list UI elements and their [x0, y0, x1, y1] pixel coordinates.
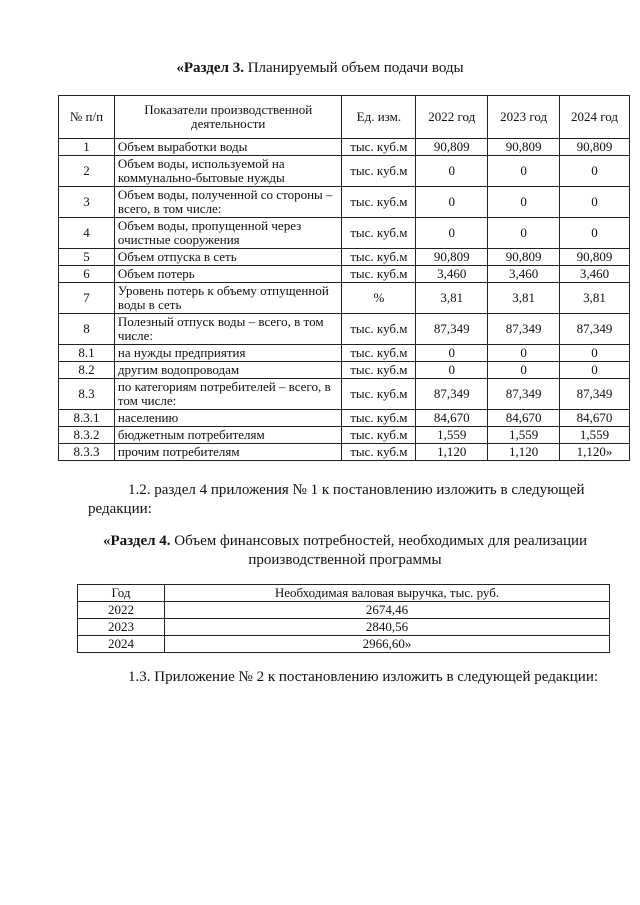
row-num: 4 — [59, 218, 115, 249]
row-name: Объем воды, пропущенной через очистные сооружения — [114, 218, 342, 249]
row-value-2023: 0 — [488, 345, 560, 362]
row-num: 8.3.2 — [59, 427, 115, 444]
section-3-title-bold: «Раздел 3. — [176, 60, 244, 76]
row-value-2024: 3,81 — [560, 283, 630, 314]
row-num: 2 — [59, 156, 115, 187]
row-value-2024: 1,559 — [560, 427, 630, 444]
table-row — [59, 345, 630, 362]
row-value-2022: 84,670 — [416, 410, 488, 427]
row-unit: тыс. куб.м — [342, 249, 416, 266]
header-revenue: Необходимая валовая выручка, тыс. руб. — [165, 585, 610, 602]
table-row — [78, 636, 610, 653]
row-value-2023: 84,670 — [488, 410, 560, 427]
row-name: Объем выработки воды — [114, 139, 342, 156]
row-value-2022: 3,460 — [416, 266, 488, 283]
row-unit: тыс. куб.м — [342, 266, 416, 283]
row-unit: тыс. куб.м — [342, 139, 416, 156]
header-name: Показатели производственной деятельности — [114, 96, 342, 139]
row-value-2024: 90,809 — [560, 139, 630, 156]
row-num: 3 — [59, 187, 115, 218]
row-num: 5 — [59, 249, 115, 266]
row-value-2023: 0 — [488, 156, 560, 187]
row-value-2023: 3,81 — [488, 283, 560, 314]
header-2022: 2022 год — [416, 96, 488, 139]
row-value-2023: 1,120 — [488, 444, 560, 461]
table-row — [59, 283, 630, 314]
row-num: 8.2 — [59, 362, 115, 379]
row-name: прочим потребителям — [114, 444, 342, 461]
row-name: Объем потерь — [114, 266, 342, 283]
row-revenue: 2674,46 — [165, 602, 610, 619]
row-value-2023: 0 — [488, 218, 560, 249]
table-row — [78, 619, 610, 636]
row-value-2024: 1,120» — [560, 444, 630, 461]
row-unit: тыс. куб.м — [342, 379, 416, 410]
row-num: 8.3.1 — [59, 410, 115, 427]
row-value-2024: 0 — [560, 362, 630, 379]
table-row — [59, 427, 630, 444]
table-header-row — [78, 585, 610, 602]
row-unit: % — [342, 283, 416, 314]
row-num: 8 — [59, 314, 115, 345]
row-value-2023: 90,809 — [488, 139, 560, 156]
table-row — [59, 444, 630, 461]
row-name: Объем воды, полученной со стороны – всего, в том числе: — [114, 187, 342, 218]
row-value-2023: 87,349 — [488, 379, 560, 410]
table-row — [59, 314, 630, 345]
row-value-2022: 0 — [416, 345, 488, 362]
table-row — [59, 139, 630, 156]
financial-needs-table — [77, 584, 610, 653]
row-unit: тыс. куб.м — [342, 187, 416, 218]
table-row — [59, 187, 630, 218]
row-num: 8.3.3 — [59, 444, 115, 461]
row-unit: тыс. куб.м — [342, 156, 416, 187]
row-name: Объем отпуска в сеть — [114, 249, 342, 266]
row-name: Уровень потерь к объему отпущенной воды в сеть — [114, 283, 342, 314]
header-2023: 2023 год — [488, 96, 560, 139]
row-year: 2023 — [78, 619, 165, 636]
row-value-2022: 1,120 — [416, 444, 488, 461]
paragraph-1-2: 1.2. раздел 4 приложения № 1 к постановлению изложить в следующей редакции: — [88, 482, 585, 517]
row-unit: тыс. куб.м — [342, 427, 416, 444]
row-unit: тыс. куб.м — [342, 362, 416, 379]
section-3-title — [0, 60, 640, 77]
section-4-title-rest: Объем финансовых потребностей, необходимых для реализации производственной программы — [170, 533, 588, 568]
row-value-2023: 0 — [488, 362, 560, 379]
row-unit: тыс. куб.м — [342, 218, 416, 249]
row-num: 1 — [59, 139, 115, 156]
water-supply-table — [58, 95, 630, 461]
row-year: 2024 — [78, 636, 165, 653]
row-value-2022: 0 — [416, 362, 488, 379]
row-value-2022: 0 — [416, 218, 488, 249]
section-4-title — [60, 532, 630, 570]
table-header-row — [59, 96, 630, 139]
row-value-2024: 3,460 — [560, 266, 630, 283]
paragraph-1-3: 1.3. Приложение № 2 к постановлению изложить в следующей редакции: — [128, 669, 599, 685]
row-value-2024: 0 — [560, 156, 630, 187]
row-value-2022: 87,349 — [416, 379, 488, 410]
row-value-2024: 0 — [560, 218, 630, 249]
row-value-2022: 0 — [416, 187, 488, 218]
row-num: 8.3 — [59, 379, 115, 410]
row-value-2023: 3,460 — [488, 266, 560, 283]
row-value-2022: 3,81 — [416, 283, 488, 314]
table-row — [59, 379, 630, 410]
row-num: 6 — [59, 266, 115, 283]
row-value-2024: 87,349 — [560, 314, 630, 345]
row-name: по категориям потребителей – всего, в том числе: — [114, 379, 342, 410]
table-row — [59, 249, 630, 266]
row-value-2023: 87,349 — [488, 314, 560, 345]
row-value-2022: 87,349 — [416, 314, 488, 345]
row-name: населению — [114, 410, 342, 427]
row-unit: тыс. куб.м — [342, 314, 416, 345]
header-unit: Ед. изм. — [342, 96, 416, 139]
table-row — [78, 602, 610, 619]
row-name: Объем воды, используемой на коммунально-бытовые нужды — [114, 156, 342, 187]
row-num: 7 — [59, 283, 115, 314]
row-name: на нужды предприятия — [114, 345, 342, 362]
row-name: Полезный отпуск воды – всего, в том числе: — [114, 314, 342, 345]
header-year: Год — [78, 585, 165, 602]
section-3-title-rest: Планируемый объем подачи воды — [243, 60, 464, 76]
row-unit: тыс. куб.м — [342, 444, 416, 461]
row-value-2023: 1,559 — [488, 427, 560, 444]
table-row — [59, 156, 630, 187]
row-num: 8.1 — [59, 345, 115, 362]
row-value-2022: 0 — [416, 156, 488, 187]
row-value-2024: 0 — [560, 345, 630, 362]
table-row — [59, 218, 630, 249]
header-2024: 2024 год — [560, 96, 630, 139]
table-row — [59, 266, 630, 283]
row-name: другим водопроводам — [114, 362, 342, 379]
row-value-2023: 90,809 — [488, 249, 560, 266]
row-name: бюджетным потребителям — [114, 427, 342, 444]
row-value-2023: 0 — [488, 187, 560, 218]
row-unit: тыс. куб.м — [342, 410, 416, 427]
header-num: № п/п — [59, 96, 115, 139]
row-unit: тыс. куб.м — [342, 345, 416, 362]
row-value-2024: 84,670 — [560, 410, 630, 427]
row-revenue: 2966,60» — [165, 636, 610, 653]
section-4-title-bold: «Раздел 4. — [102, 533, 171, 549]
row-value-2024: 90,809 — [560, 249, 630, 266]
row-revenue: 2840,56 — [165, 619, 610, 636]
row-value-2024: 87,349 — [560, 379, 630, 410]
row-value-2022: 90,809 — [416, 249, 488, 266]
table-row — [59, 410, 630, 427]
row-value-2022: 1,559 — [416, 427, 488, 444]
table-row — [59, 362, 630, 379]
row-value-2024: 0 — [560, 187, 630, 218]
row-year: 2022 — [78, 602, 165, 619]
row-value-2022: 90,809 — [416, 139, 488, 156]
